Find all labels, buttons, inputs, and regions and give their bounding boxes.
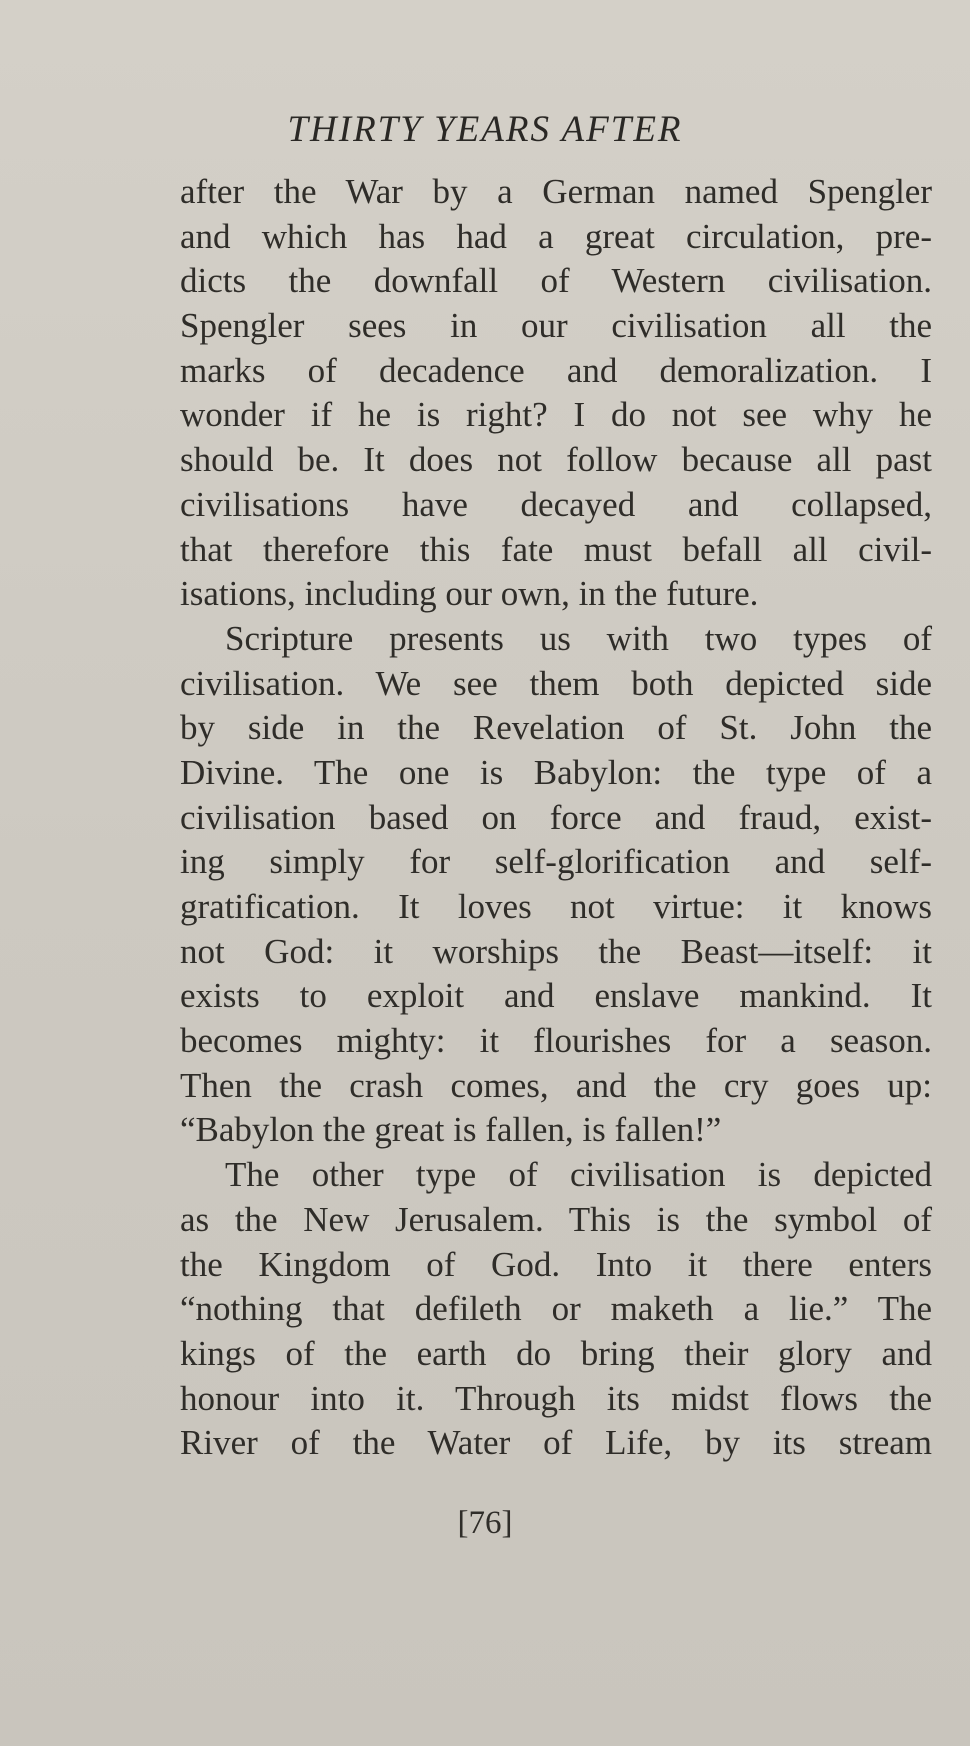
text-line: “Babylon the great is fallen, is fallen!”	[180, 1110, 722, 1150]
text-line: “nothing that defileth or maketh a lie.” The	[180, 1289, 932, 1329]
text-line: honour into it. Through its midst flows the	[180, 1378, 932, 1418]
text-line: gratification. It loves not virtue: it knows	[180, 887, 932, 926]
text-line: Divine. The one is Babylon: the type of a	[180, 752, 932, 792]
text-line: Spengler sees in our civilisation all the	[180, 306, 932, 346]
text-line: as the New Jerusalem. This is the symbol of	[180, 1199, 932, 1239]
text-line: not God: it worships the Beast—itself: it	[180, 931, 932, 971]
text-line: that therefore this fate must befall all civil-	[180, 529, 932, 569]
text-line: and which has had a great circulation, pre-	[180, 216, 932, 256]
text-line: River of the Water of Life, by its stream	[180, 1423, 932, 1463]
text-line: dicts the downfall of Western civilisation.	[180, 261, 932, 301]
text-line: civilisations have decayed and collapsed,	[180, 484, 932, 524]
text-line: should be. It does not follow because all past	[180, 440, 932, 480]
text-line: Scripture presents us with two types of	[225, 618, 932, 658]
running-head: THIRTY YEARS AFTER	[287, 109, 683, 150]
text-line: civilisation. We see them both depicted side	[180, 663, 932, 703]
text-line: civilisation based on force and fraud, exist-	[180, 797, 932, 837]
text-line: wonder if he is right? I do not see why he	[180, 395, 932, 435]
page-number: [76]	[457, 1505, 513, 1541]
text-line: Then the crash comes, and the cry goes up:	[180, 1065, 932, 1105]
text-line: ing simply for self-glorification and self-	[180, 842, 932, 882]
text-line: becomes mighty: it flourishes for a season.	[180, 1021, 932, 1061]
text-line: after the War by a German named Spengler	[180, 172, 932, 211]
text-line: The other type of civilisation is depicted	[225, 1155, 932, 1195]
body-text	[180, 170, 932, 1466]
text-line: marks of decadence and demoralization. I	[180, 350, 932, 390]
text-line: by side in the Revelation of St. John the	[180, 708, 932, 748]
text-line: the Kingdom of God. Into it there enters	[180, 1244, 932, 1284]
text-line: exists to exploit and enslave mankind. It	[180, 976, 932, 1016]
text-line: isations, including our own, in the future.	[180, 574, 759, 614]
text-line: kings of the earth do bring their glory and	[180, 1333, 932, 1373]
